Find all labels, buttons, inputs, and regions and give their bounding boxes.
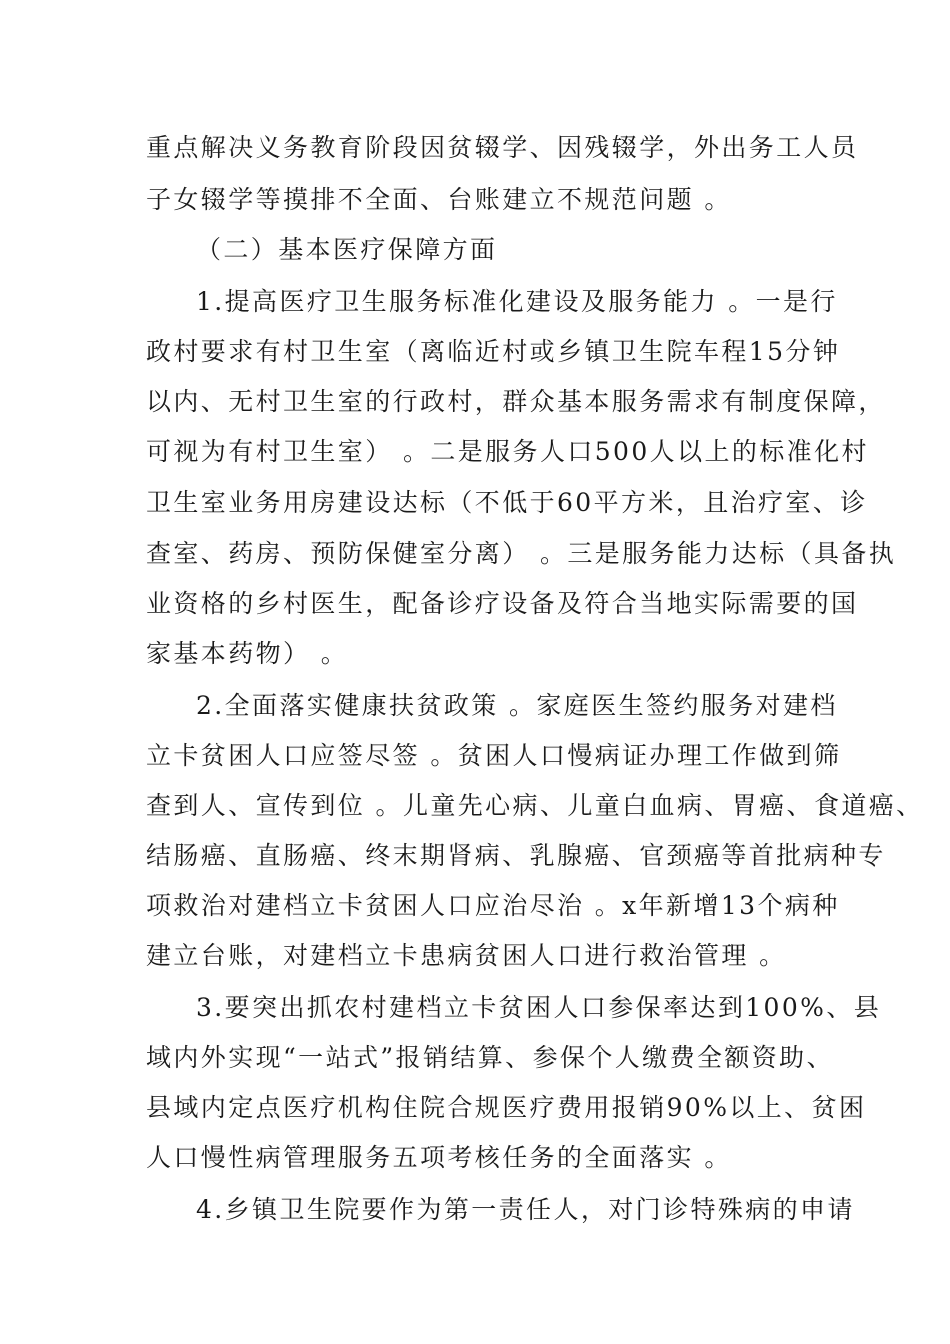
text-line: 结肠癌、直肠癌、终末期肾病、乳腺癌、官颈癌等首批病种专 [146, 841, 886, 870]
text-line: 查室、药房、预防保健室分离） 。三是服务能力达标（具备执 [146, 539, 897, 568]
text-line: 1.提高医疗卫生服务标准化建设及服务能力 。一是行 [196, 287, 838, 316]
text-line: 家基本药物） 。 [146, 639, 349, 668]
text-line: 4.乡镇卫生院要作为第一责任人，对门诊特殊病的申请 [196, 1195, 855, 1224]
text-line: 项救治对建档立卡贫困人口应治尽治 。x年新增13个病种 [146, 891, 840, 920]
text-line: 子女辍学等摸排不全面、台账建立不规范问题 。 [146, 185, 732, 214]
text-line: 以内、无村卫生室的行政村，群众基本服务需求有制度保障， [146, 387, 886, 416]
text-line: 2.全面落实健康扶贫政策 。家庭医生签约服务对建档 [196, 691, 838, 720]
text-line: 域内外实现“一站式”报销结算、参保个人缴费全额资助、 [146, 1043, 834, 1072]
text-line: 3.要突出抓农村建档立卡贫困人口参保率达到100%、县 [196, 993, 882, 1022]
text-line: 人口慢性病管理服务五项考核任务的全面落实 。 [146, 1143, 732, 1172]
text-line: 重点解决义务教育阶段因贫辍学、因残辍学，外出务工人员 [146, 133, 859, 162]
text-line: 查到人、宣传到位 。儿童先心病、儿童白血病、胃癌、食道癌、 [146, 791, 924, 820]
text-line: 政村要求有村卫生室（离临近村或乡镇卫生院车程15分钟 [146, 337, 841, 366]
text-line: 可视为有村卫生室） 。二是服务人口500人以上的标准化村 [146, 437, 869, 466]
text-line: 立卡贫困人口应签尽签 。贫困人口慢病证办理工作做到筛 [146, 741, 842, 770]
text-line: 业资格的乡村医生，配备诊疗设备及符合当地实际需要的国 [146, 589, 859, 618]
text-line: 县域内定点医疗机构住院合规医疗费用报销90%以上、贫困 [146, 1093, 867, 1122]
text-line: 卫生室业务用房建设达标（不低于60平方米，且治疗室、诊 [146, 488, 868, 517]
section-heading: （二）基本医疗保障方面 [196, 235, 498, 264]
text-line: 建立台账，对建档立卡患病贫困人口进行救治管理 。 [146, 941, 787, 970]
